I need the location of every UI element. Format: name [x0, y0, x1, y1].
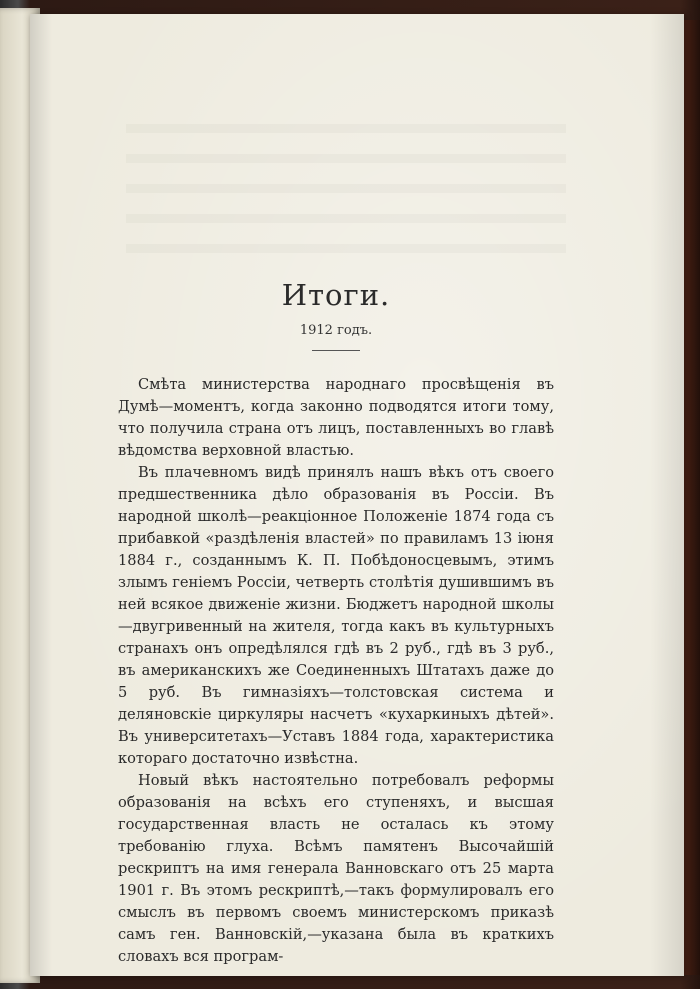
body-text [118, 374, 554, 968]
show-through-line [126, 124, 566, 133]
show-through-line [126, 214, 566, 223]
chapter-year: 1912 годъ. [299, 323, 373, 338]
paragraph: Смѣта министерства народнаго просвѣщенія въ Думѣ—моментъ, когда законно подводятся итоги тому, что получила страна отъ лицъ, поставленныхъ во главѣ вѣдомства верховной властью. [118, 376, 554, 459]
title-divider [312, 350, 360, 351]
show-through-line [126, 244, 566, 253]
paragraph: Новый вѣкъ настоятельно потребовалъ реформы образованія на всѣхъ его ступеняхъ, и высшая государственная власть не осталась къ этому требованію глуха. Всѣмъ памятенъ Высочайшій рескриптъ на имя генерала Ванновскаго отъ 25 марта 1901 г. Въ этомъ рескриптѣ,—такъ формулировалъ его смыслъ въ первомъ своемъ министерскомъ приказѣ самъ ген. Ванновскій,—указана была въ краткихъ словахъ вся програм- [118, 772, 554, 965]
show-through-line [126, 184, 566, 193]
chapter-title: Итоги. [281, 278, 391, 312]
show-through-line [126, 154, 566, 163]
paragraph: Въ плачевномъ видѣ принялъ нашъ вѣкъ отъ своего предшественника дѣло образованія въ Россіи. Въ народной школѣ—реакціонное Положеніе 1874 года съ прибавкой «раздѣленія властей» по правиламъ 13 іюня 1884 г., созданнымъ К. П. Побѣдоносцевымъ, этимъ злымъ геніемъ Россіи, четверть столѣтія душившимъ въ ней всякое движеніе жизни. Бюджетъ народной школы—двугривенный на жителя, тогда какъ въ культурныхъ странахъ онъ опредѣлялся гдѣ въ 2 руб., гдѣ въ 3 руб., въ американскихъ же Соединенныхъ Штатахъ даже до 5 руб. Въ гимназіяхъ—толстовская система и деляновскіе циркуляры насчетъ «кухаркиныхъ дѣтей». Въ университетахъ—Уставъ 1884 года, характеристика котораго достаточно извѣстна. [118, 464, 554, 767]
